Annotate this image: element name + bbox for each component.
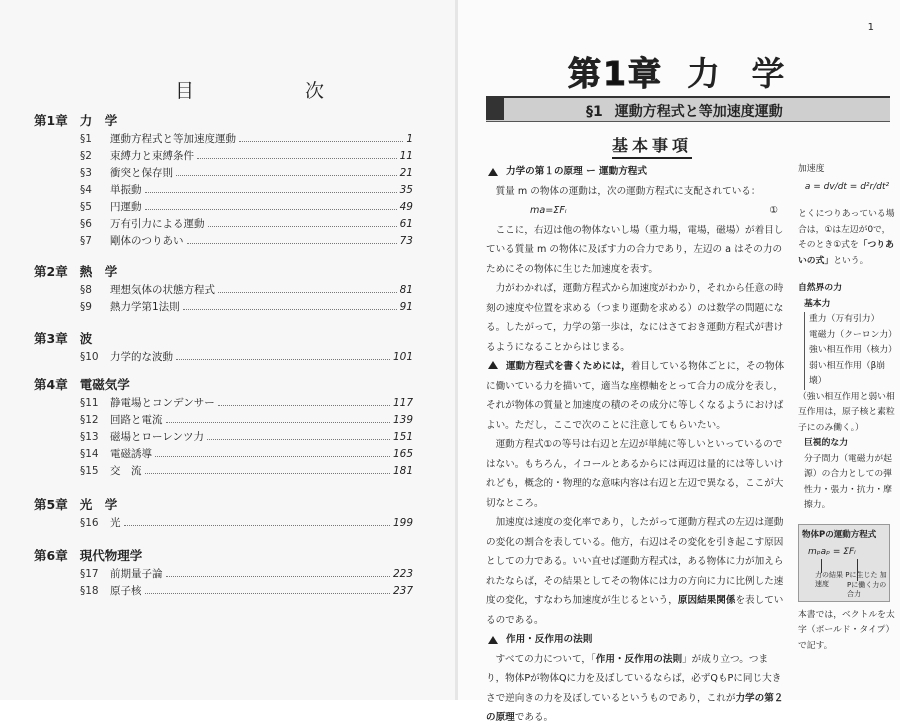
- page-ref: 35: [399, 184, 413, 196]
- toc-chapter[interactable]: [34, 546, 142, 564]
- toc-chapter[interactable]: [34, 375, 130, 393]
- force-list: [804, 312, 896, 390]
- chapter-name: 電磁気学: [79, 377, 130, 392]
- chapter-name: 光 学: [79, 497, 118, 512]
- page-ref: 117: [392, 397, 413, 409]
- page-ref: 91: [399, 301, 413, 313]
- force-item: 電磁力（クーロン力）: [809, 329, 897, 340]
- dot-leader: [145, 209, 397, 210]
- toc-entry[interactable]: [80, 583, 413, 598]
- section-title: 回路と電流: [110, 414, 163, 426]
- section-number: §10: [80, 351, 99, 363]
- section-title: 原子核: [110, 585, 142, 597]
- chapter-number: 第1章: [34, 113, 68, 128]
- toc-entry[interactable]: [80, 463, 413, 478]
- toc-chapter[interactable]: [34, 329, 92, 347]
- balance-note: とくにつりあっている場合は，①は左辺が0で，そのとき①式を「つりあいの式」という。: [798, 209, 895, 266]
- box-equation: mₚaₚ = ΣFᵢ: [808, 547, 856, 557]
- dot-leader: [124, 525, 390, 526]
- section-title: 束縛力と束縛条件: [110, 150, 194, 162]
- page-ref: 11: [399, 150, 413, 162]
- page-ref: 1: [406, 133, 413, 145]
- paragraph-cause-effect: 加速度は速度の変化率であり，したがって運動方程式の左辺は運動の変化の割合を表している。他方，右辺はその変化を引き起こす原因としての力である。いい直せば運動方程式は，ある物体に力が加えられたならば，その結果としてその物体には力の方向に力に比例した速度の変化，すなわち加速度が生じるという，原因結果関係を表しているのである。: [486, 517, 784, 626]
- toc-page: [0, 0, 455, 700]
- section-title: 光: [110, 517, 121, 529]
- heading-action-reaction: 作用・反作用の法則: [486, 630, 786, 650]
- chapter-name: 熱 学: [79, 264, 118, 279]
- equation-number: ①: [769, 205, 778, 216]
- page-ref: 181: [392, 465, 413, 477]
- toc-entry[interactable]: [80, 148, 413, 163]
- chapter-number: 第1章: [568, 54, 663, 93]
- section-number: §15: [80, 465, 99, 477]
- force-note: （強い相互作用と弱い相互作用は，原子核と素粒子にのみ働く。）: [798, 391, 895, 433]
- dot-leader: [218, 405, 390, 406]
- toc-entry[interactable]: [80, 395, 413, 410]
- box-caption-force: Pに働く力の 合力: [847, 580, 887, 598]
- dot-leader: [145, 593, 390, 594]
- section-label: [586, 101, 783, 121]
- paragraph: ここに，右辺は他の物体ないし場（重力場，電場，磁場）が着目している質量 m の物体に及ぼす力の合力であり，左辺の a はその力のためにその物体に生じた加速度を表す。: [486, 224, 784, 275]
- section-title: 熱力学第1法則: [110, 301, 180, 313]
- chapter-number: 第5章: [34, 497, 68, 512]
- page-ref: 139: [392, 414, 413, 426]
- accel-label: 加速度: [798, 164, 825, 174]
- dot-leader: [239, 141, 403, 142]
- section-title: 円運動: [110, 201, 142, 213]
- section-number: §9: [80, 301, 92, 313]
- toc-entry[interactable]: [80, 446, 413, 461]
- chapter-title: 力 学: [686, 54, 795, 93]
- section-title: 交 流: [110, 465, 142, 477]
- page-ref: 199: [392, 517, 413, 529]
- toc-chapter[interactable]: [34, 262, 117, 280]
- page-ref: 237: [392, 585, 413, 597]
- section-number: §5: [80, 201, 92, 213]
- section-tab-marker: [486, 98, 504, 120]
- section-title: 静電場とコンデンサー: [110, 397, 215, 409]
- dot-leader: [218, 292, 397, 293]
- chapter-number: 第2章: [34, 264, 68, 279]
- dot-leader: [176, 359, 390, 360]
- section-number: §3: [80, 167, 92, 179]
- content-page: [458, 0, 900, 723]
- toc-entry[interactable]: [80, 566, 413, 581]
- section-number: §2: [80, 150, 92, 162]
- toc-entry[interactable]: [80, 515, 413, 530]
- section-title: 単振動: [110, 184, 142, 196]
- section-number: §14: [80, 448, 99, 460]
- section-number: §1: [80, 133, 92, 145]
- page-ref: 73: [399, 235, 413, 247]
- section-title: 前期量子論: [110, 568, 163, 580]
- dot-leader: [207, 439, 390, 440]
- page-ref: 81: [399, 284, 413, 296]
- toc-entry[interactable]: [80, 282, 413, 297]
- dot-leader: [166, 576, 390, 577]
- section-number: §13: [80, 431, 99, 443]
- section-number: §1: [586, 104, 603, 120]
- dot-leader: [145, 473, 390, 474]
- chapter-number: 第4章: [34, 377, 68, 392]
- section-title: 運動方程式と等加速度運動: [110, 133, 236, 145]
- section-title: 力学的な波動: [110, 351, 173, 363]
- equation-of-motion: ma=ΣFᵢ ①: [486, 201, 786, 221]
- section-number: §12: [80, 414, 99, 426]
- section-bar: [486, 96, 890, 122]
- side-notes: [798, 162, 896, 654]
- toc-entry[interactable]: [80, 233, 413, 248]
- section-title: 磁場とローレンツ力: [110, 431, 205, 443]
- box-caption-accel: 力の結果 Pに生じた 加速度: [815, 570, 887, 588]
- triangle-marker-icon: [488, 361, 498, 369]
- section-title: 運動方程式と等加速度運動: [614, 104, 783, 120]
- section-title: 衝突と保存則: [110, 167, 173, 179]
- paragraph-action-reaction: すべての力について，「作用・反作用の法則」が成り立つ。つまり，物体Pが物体Qに力を及ぼしているならば，必ずQもPに同じ大きさで逆向きの力を及ぼしているというものであり，これが力学の第２の原理である。: [486, 653, 784, 723]
- page-ref: 49: [399, 201, 413, 213]
- force-item: 重力（万有引力）: [809, 314, 880, 324]
- page-ref: 21: [399, 167, 413, 179]
- section-number: §8: [80, 284, 92, 296]
- section-number: §11: [80, 397, 99, 409]
- page-ref: 223: [392, 568, 413, 580]
- chapter-name: 力 学: [79, 113, 118, 128]
- bold-vector-note: 本書では，ベクトルを太字（ボールド・タイプ）で記す。: [798, 609, 895, 651]
- chapter-heading: [568, 48, 794, 95]
- toc-entry[interactable]: [80, 429, 413, 444]
- force-item: 強い相互作用（核力）: [809, 345, 897, 355]
- section-number: §7: [80, 235, 92, 247]
- dot-leader: [176, 175, 397, 176]
- toc-entry[interactable]: [80, 131, 413, 146]
- accel-equation: a = dv/dt = d²r/dt²: [804, 181, 890, 192]
- toc-entry[interactable]: [80, 182, 413, 197]
- dot-leader: [155, 456, 390, 457]
- dot-leader: [166, 422, 390, 423]
- toc-entry[interactable]: [80, 412, 413, 427]
- forces-title: 自然界の力: [798, 283, 842, 293]
- heading-newton-first: 力学の第１の原理 ー 運動方程式: [486, 162, 786, 182]
- section-number: §18: [80, 585, 99, 597]
- triangle-marker-icon: [488, 636, 498, 644]
- chapter-name: 波: [79, 331, 93, 346]
- toc-entry[interactable]: [80, 165, 413, 180]
- box-title: 物体Pの運動方程式: [802, 529, 877, 540]
- paragraph: 運動方程式①の等号は右辺と左辺が単純に等しいといっているのではない。もちろん，イコールとあるからには両辺は量的には等しいけれども，概念的・物理的な意味内容は右辺と左辺で異なる，ここが大切なところ。: [486, 439, 784, 509]
- chapter-number: 第6章: [34, 548, 68, 563]
- dot-leader: [145, 192, 397, 193]
- dot-leader: [197, 158, 397, 159]
- chapter-name: 現代物理学: [79, 548, 143, 563]
- toc-entry[interactable]: [80, 299, 413, 314]
- section-title: 電磁誘導: [110, 448, 152, 460]
- paragraph: 力がわかれば，運動方程式から加速度がわかり，それから任意の時刻の速度や位置を求める（つまり運動を求める）のは数学の問題になる。したがって，力学の第一歩は，なにはさておき運動方程式が書けるようになることからはじまる。: [486, 283, 784, 353]
- dot-leader: [208, 226, 397, 227]
- page-ref: 165: [392, 448, 413, 460]
- dot-leader: [187, 243, 397, 244]
- toc-entry[interactable]: [80, 349, 413, 364]
- section-number: §6: [80, 218, 92, 230]
- section-number: §4: [80, 184, 92, 196]
- basic-forces-label: 基本力: [804, 298, 831, 309]
- section-number: §16: [80, 517, 99, 529]
- paragraph-writing-eq: 運動方程式を書くためには，着目している物体ごとに，その物体に働いている力を描いて，適当な座標軸をとって合力の成分を表し，それが物体の質量と加速度の積のその成分に等しくなるようにおけばよい。ただし，ここで次のことに注意してもらいたい。: [486, 361, 785, 431]
- toc-entry[interactable]: [80, 216, 413, 231]
- page-ref: 151: [392, 431, 413, 443]
- macro-forces-title: 巨視的な力: [804, 438, 848, 448]
- basic-items-title: 基本事項: [612, 133, 692, 159]
- toc-chapter[interactable]: [34, 495, 117, 513]
- main-text: [486, 162, 786, 728]
- page-number: 1: [867, 22, 874, 33]
- page-ref: 61: [399, 218, 413, 230]
- toc-title: 目 次: [175, 80, 371, 102]
- section-title: 万有引力による運動: [110, 218, 205, 230]
- toc-entry[interactable]: [80, 199, 413, 214]
- section-title: 剛体のつりあい: [110, 235, 184, 247]
- triangle-marker-icon: [488, 168, 498, 176]
- equation-box: [798, 524, 890, 602]
- paragraph: 質量 m の物体の運動は，次の運動方程式に支配されている：: [495, 185, 761, 197]
- page-ref: 101: [392, 351, 413, 363]
- toc-chapter[interactable]: [34, 111, 117, 129]
- section-number: §17: [80, 568, 99, 580]
- dot-leader: [183, 309, 397, 310]
- chapter-number: 第3章: [34, 331, 68, 346]
- force-item: 弱い相互作用（β崩壊）: [809, 360, 885, 386]
- section-title: 理想気体の状態方程式: [110, 284, 215, 296]
- macro-forces-text: 分子間力（電磁力が起源）の合力としての弾性力・張力・抗力・摩擦力。: [804, 453, 892, 510]
